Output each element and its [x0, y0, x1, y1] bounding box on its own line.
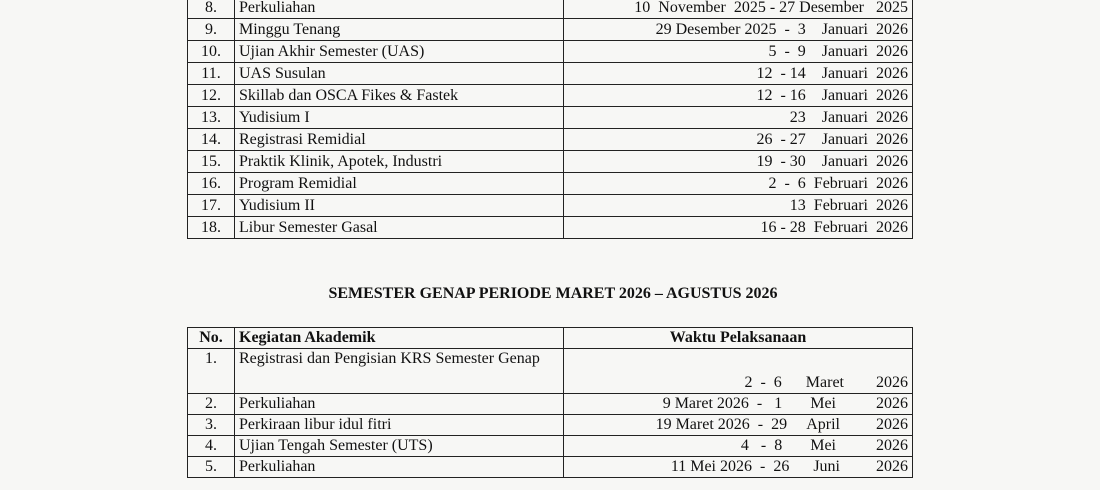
- table-row: [188, 457, 913, 478]
- cell-kegiatan: Perkuliahan: [235, 0, 564, 19]
- cell-waktu: 2 - 6 Maret 2026: [564, 349, 913, 394]
- semester-gasal-table: [187, 0, 913, 239]
- table-row: [188, 151, 913, 173]
- cell-waktu: 2 - 6 Februari 2026: [564, 173, 913, 195]
- cell-kegiatan: Skillab dan OSCA Fikes & Fastek: [235, 85, 564, 107]
- semester-genap-table: [187, 327, 913, 478]
- cell-kegiatan: Perkuliahan: [235, 394, 564, 415]
- cell-no: 14.: [188, 129, 235, 151]
- table-row: [188, 173, 913, 195]
- cell-waktu: 29 Desember 2025 - 3 Januari 2026: [564, 19, 913, 41]
- cell-waktu: 16 - 28 Februari 2026: [564, 217, 913, 239]
- cell-no: 11.: [188, 63, 235, 85]
- table-row: [188, 85, 913, 107]
- header-no: No.: [188, 328, 235, 349]
- table-row: [188, 41, 913, 63]
- cell-waktu: 19 - 30 Januari 2026: [564, 151, 913, 173]
- table-row: [188, 217, 913, 239]
- cell-no: 16.: [188, 173, 235, 195]
- cell-kegiatan: Registrasi Remidial: [235, 129, 564, 151]
- table-header-row: [188, 328, 913, 349]
- cell-waktu: 13 Februari 2026: [564, 195, 913, 217]
- cell-kegiatan: Ujian Akhir Semester (UAS): [235, 41, 564, 63]
- cell-no: 10.: [188, 41, 235, 63]
- table-row: [188, 394, 913, 415]
- cell-no: 5.: [188, 457, 235, 478]
- header-waktu: Waktu Pelaksanaan: [564, 328, 913, 349]
- cell-no: 18.: [188, 217, 235, 239]
- cell-kegiatan: UAS Susulan: [235, 63, 564, 85]
- table-row: [188, 19, 913, 41]
- cell-no: 2.: [188, 394, 235, 415]
- cell-kegiatan: Perkuliahan: [235, 457, 564, 478]
- cell-waktu: 5 - 9 Januari 2026: [564, 41, 913, 63]
- cell-no: 3.: [188, 415, 235, 436]
- table-row: [188, 195, 913, 217]
- cell-waktu: 4 - 8 Mei 2026: [564, 436, 913, 457]
- table-row: [188, 415, 913, 436]
- cell-no: 13.: [188, 107, 235, 129]
- cell-waktu: 23 Januari 2026: [564, 107, 913, 129]
- cell-no: 1.: [188, 349, 235, 394]
- table-row: [188, 63, 913, 85]
- cell-kegiatan: Yudisium I: [235, 107, 564, 129]
- cell-waktu: 12 - 14 Januari 2026: [564, 63, 913, 85]
- table-row: [188, 107, 913, 129]
- cell-no: 12.: [188, 85, 235, 107]
- table-row: [188, 436, 913, 457]
- cell-kegiatan: Yudisium II: [235, 195, 564, 217]
- semester-genap-title: SEMESTER GENAP PERIODE MARET 2026 – AGUSTUS 2026: [328, 285, 778, 302]
- cell-waktu: 11 Mei 2026 - 26 Juni 2026: [564, 457, 913, 478]
- cell-waktu: 26 - 27 Januari 2026: [564, 129, 913, 151]
- table-row: [188, 129, 913, 151]
- cell-no: 15.: [188, 151, 235, 173]
- cell-kegiatan: Libur Semester Gasal: [235, 217, 564, 239]
- cell-kegiatan: Program Remidial: [235, 173, 564, 195]
- cell-kegiatan: Registrasi dan Pengisian KRS Semester Genap: [235, 349, 564, 394]
- cell-no: 9.: [188, 19, 235, 41]
- cell-waktu: 19 Maret 2026 - 29 April 2026: [564, 415, 913, 436]
- cell-kegiatan: Ujian Tengah Semester (UTS): [235, 436, 564, 457]
- cell-kegiatan: Perkiraan libur idul fitri: [235, 415, 564, 436]
- header-kegiatan: Kegiatan Akademik: [235, 328, 564, 349]
- cell-no: 17.: [188, 195, 235, 217]
- cell-waktu: 9 Maret 2026 - 1 Mei 2026: [564, 394, 913, 415]
- cell-waktu: 12 - 16 Januari 2026: [564, 85, 913, 107]
- cell-no: 8.: [188, 0, 235, 19]
- cell-waktu: 10 November 2025 - 27 Desember 2025: [564, 0, 913, 19]
- cell-no: 4.: [188, 436, 235, 457]
- table-row: [188, 0, 913, 19]
- table-row: [188, 349, 913, 394]
- cell-kegiatan: Praktik Klinik, Apotek, Industri: [235, 151, 564, 173]
- cell-kegiatan: Minggu Tenang: [235, 19, 564, 41]
